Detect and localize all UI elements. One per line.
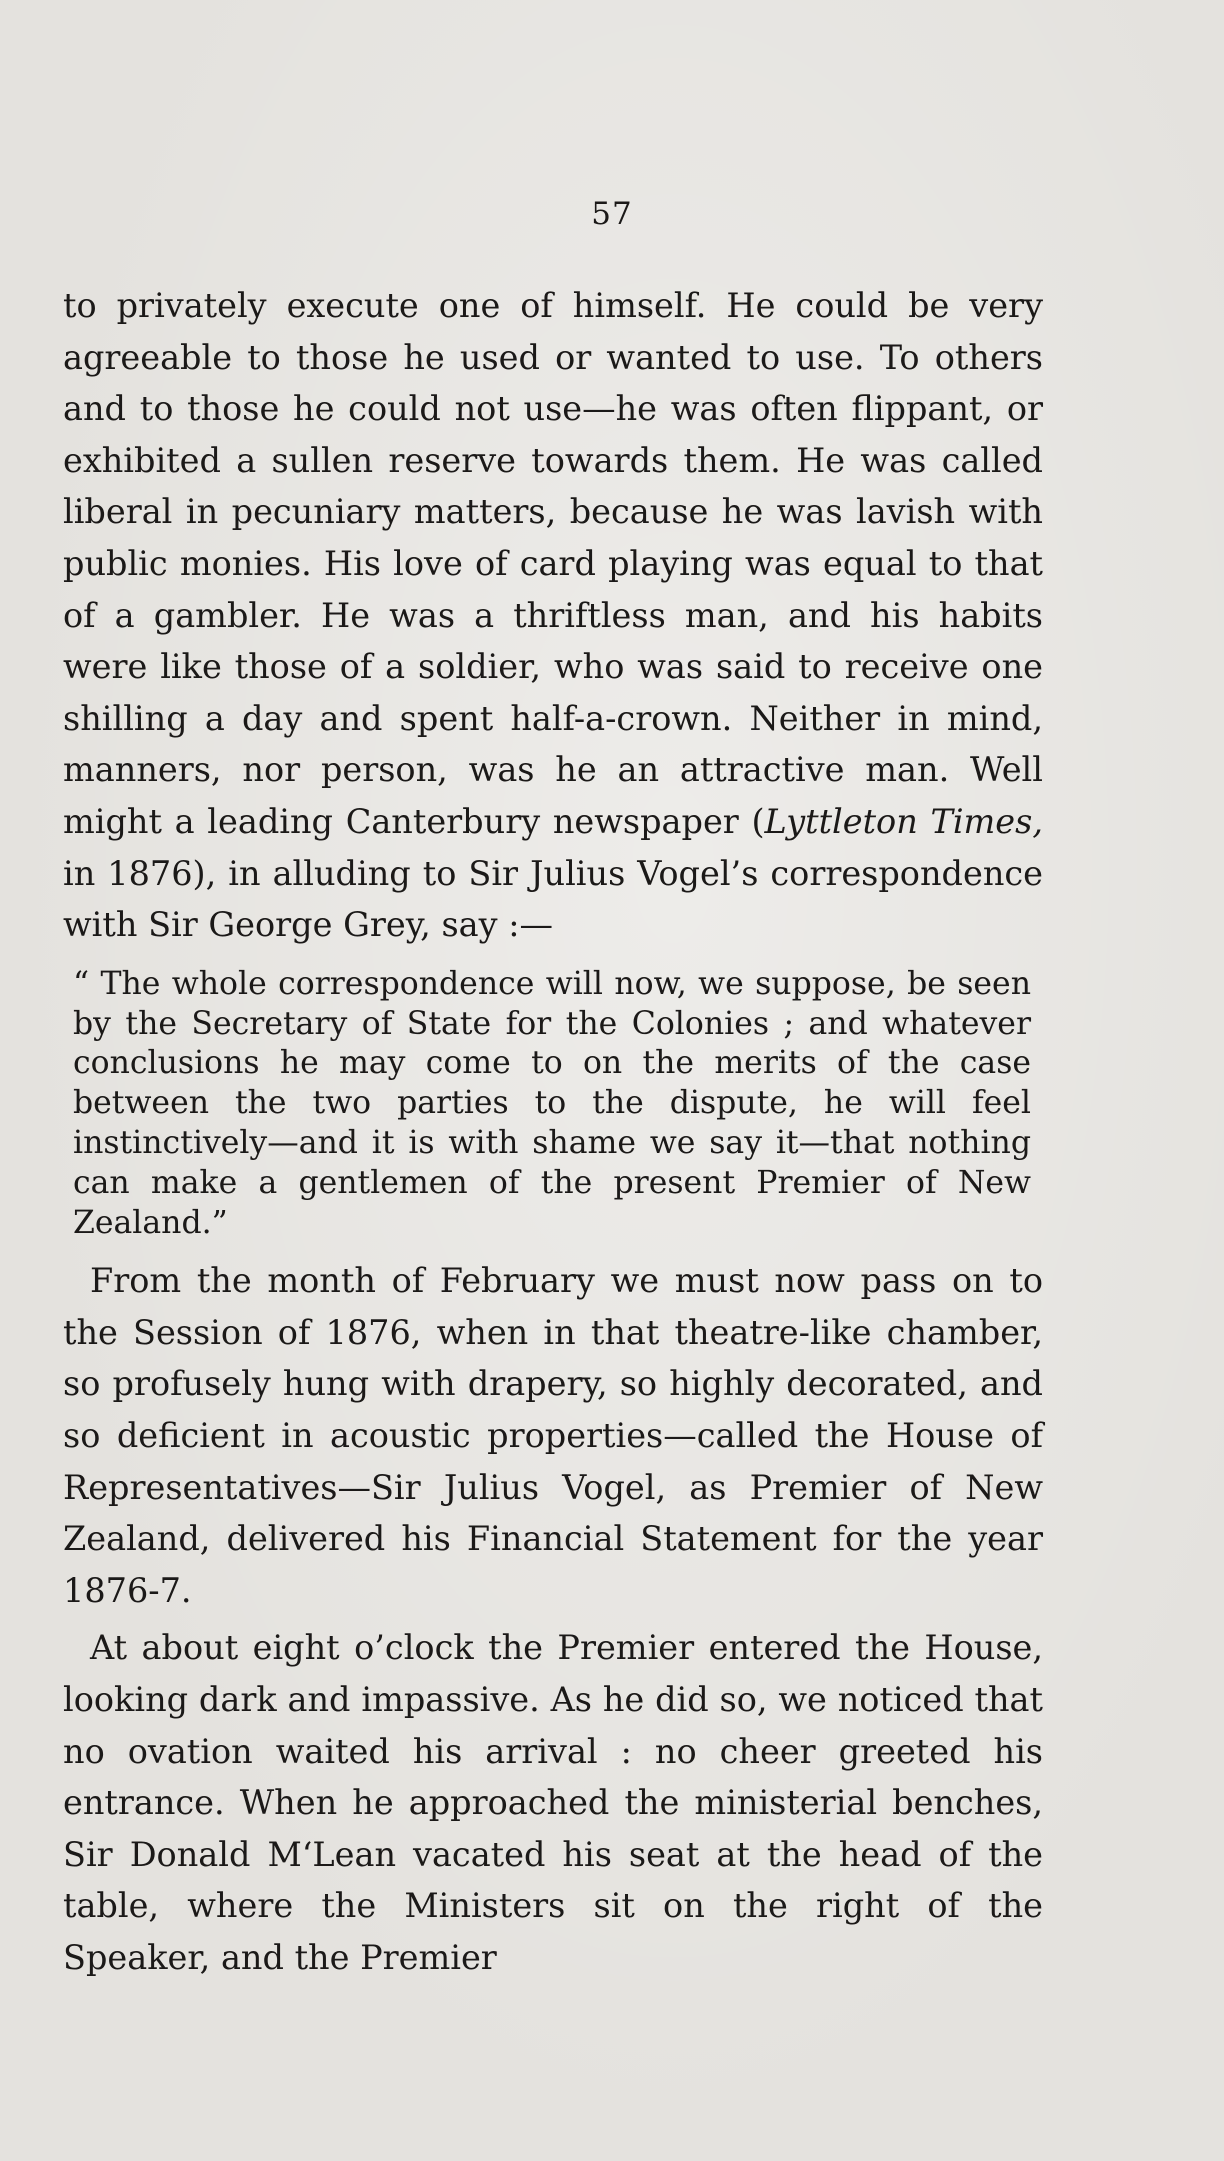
- paragraph-1-after: in 1876), in alluding to Sir Julius Vogel’s correspondence with Sir George Grey, say :—: [63, 853, 1043, 945]
- paragraph-1-text: to privately execute one of himself. He could be very agreeable to those he used or wanted to use. To others and to those he could not use—he was often flippant, or exhibited a sullen reserve towards them. He was called liberal in pecuniary matters, because he was lavish with public monies. His love of card playing was equal to that of a gambler. He was a thriftless man, and his habits were like those of a soldier, who was said to receive one shilling a day and spent half-a-crown. Neither in mind, manners, nor person, was he an attractive man. Well might a leading Canterbury newspaper (: [63, 286, 1043, 841]
- page-body: [63, 280, 1043, 1984]
- block-quote: “ The whole correspondence will now, we suppose, be seen by the Secretary of State for the Colonies ; and whatever conclusions he may come to on the merits of the case between the two parties to the dispute, he will feel instinctively—and it is with shame we say it—that nothing can make a gentlemen of the present Premier of New Zealand.”: [73, 965, 1031, 1241]
- page-number: 57: [591, 196, 633, 232]
- paragraph-session-1876: From the month of February we must now pass on to the Session of 1876, when in that theatre-like chamber, so profusely hung with drapery, so highly decorated, and so deficient in acoustic properties—called the House of Representatives—Sir Julius Vogel, as Premier of New Zealand, delivered his Financial Statement for the year 1876-7.: [63, 1261, 1043, 1610]
- paragraph-premier-entrance: At about eight o’clock the Premier entered the House, looking dark and impassive. As he did so, we noticed that no ovation waited his arrival : no cheer greeted his entrance. When he approached the ministerial benches, Sir Donald M‘Lean vacated his seat at the head of the table, where the Ministers sit on the right of the Speaker, and the Premier: [63, 1628, 1043, 1978]
- paragraph-continued: [63, 280, 1043, 951]
- newspaper-title: Lyttleton Times,: [764, 801, 1043, 841]
